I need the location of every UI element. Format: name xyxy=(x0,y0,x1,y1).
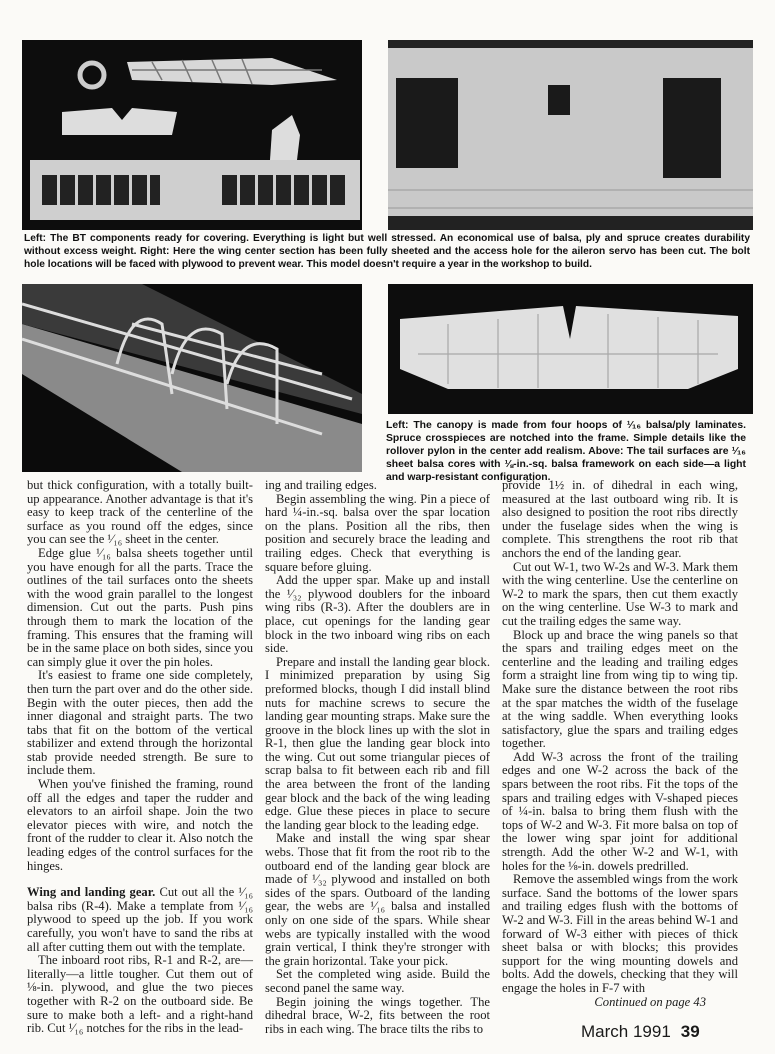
article-column-2 xyxy=(265,479,490,1036)
continued-note: Continued on page 43 xyxy=(594,994,706,1009)
caption-middle: Left: The canopy is made from four hoops of ¹⁄₁₆ balsa/ply laminates. Spruce crosspieces are notched into the frame. Simple details like the rollover pylon in the center add realism. Above: The tail surfaces are ¹⁄₁₆ sheet balsa cores with ⅛-in.-sq. balsa framework on each side—a light and warp-resistant configuration. xyxy=(386,420,746,483)
paragraph: Prepare and install the landing gear block. I minimized preparation by using Sig preformed blocks, though I did install blind nuts for machine screws to secure the landing gear mounting straps. Make sure the groove in the block lines up with the slot in R-1, then glue the landing gear block into the wing. Cut out some triangular pieces of scrap balsa to fit between each rib and fill the area between the front of the landing gear block and the back of the wing leading edge. Glue these pieces in place to secure the landing gear block to the leading edge. xyxy=(265,654,490,832)
paragraph: Block up and brace the wing panels so that the spars and trailing edges meet on the centerline and the leading and trailing edges form a straight line from wing tip to wing tip. Make sure the distance between the root ribs at the spar matches the width of the fuselage at the wing saddle. When everything looks satisfactory, glue the spars and trailing edges together. xyxy=(502,627,738,751)
paragraph: provide 1½ in. of dihedral in each wing, measured at the last outboard wing rib. It is also designed to position the root ribs directly under the fuselage sides when the wing is complete. This strengthens the root rib that anchors the end of the landing gear. xyxy=(502,478,738,560)
photo-bt-components xyxy=(22,40,362,230)
paragraph-text: Cut out all the ¹⁄₁₆ balsa ribs (R-4). Make a template from ¹⁄₁₆ plywood to speed up the job. If you work carefully, you won't have to sand the ribs at all after cutting them out with the template. xyxy=(27,885,253,954)
paragraph: Set the completed wing aside. Build the second panel the same way. xyxy=(265,967,490,995)
paragraph: Begin joining the wings together. The dihedral brace, W-2, fits between the root ribs in each wing. The brace tilts the ribs to xyxy=(265,994,490,1036)
paragraph: When you've finished the framing, round off all the edges and taper the rudder and elevators to an airfoil shape. Join the two elevator pieces with wire, and notch the front of the rudder to clear it. Also notch the leading edges of the control surfaces for the hinges. xyxy=(27,777,253,873)
section-paragraph xyxy=(27,886,253,954)
paragraph: The inboard root ribs, R-1 and R-2, are—literally—a little tougher. Cut them out of ⅛-in. plywood, and glue the two pieces together with R-2 on the outboard side. Be sure to make both a left- and a right-hand rib. Cut ¹⁄₁₆ notches for the ribs in the lead- xyxy=(27,953,253,1036)
paragraph: Add the upper spar. Make up and install the ¹⁄₃₂ plywood doublers for the inboard wing ribs (R-3). After the doublers are in place, cut openings for the landing gear block in the two inboard wing ribs on each side. xyxy=(265,573,490,656)
photo-canopy xyxy=(22,284,362,472)
paragraph: Cut out W-1, two W-2s and W-3. Mark them with the wing centerline. Use the centerline on W-2 to mark the spars, then cut them exactly on the wing centerline. Use W-3 to mark and cut the trailing edges the same way. xyxy=(502,559,738,628)
paragraph: Edge glue ¹⁄₁₆ balsa sheets together until you have enough for all the parts. Trace the outlines of the tail surfaces onto the sheets with the wood grain parallel to the longest dimension. Cut out the parts. Push pins through them to mark the location of the framing. This ensures that the framing will be in the same place on both sides, since you can simply glue it over the pin holes. xyxy=(27,545,253,669)
caption-top: Left: The BT components ready for covering. Everything is light but well stressed. An economical use of balsa, ply and spruce creates durability without excess weight. Right: Here the wing center section has been fully sheeted and the access hole for the aileron servo has been cut. The bolt hole locations will be faced with plywood to prevent wear. This model doesn't require a year in the workshop to build. xyxy=(24,233,750,270)
paragraph: It's easiest to frame one side completely, then turn the part over and do the other side. Begin with the outer pieces, then add the inner diagonal and straight parts. The two tabs that fit on the bottom of the vertical stabilizer and extend through the horizontal stab provide needed strength. Be sure to include them. xyxy=(27,668,253,778)
page-footer xyxy=(581,1022,700,1042)
paragraph: Make and install the wing spar shear webs. Those that fit from the root rib to the outboard end of the landing gear block are made of ¹⁄₃₂ plywood and installed on both sides of the spars. Outboard of the landing gear, the webs are ¹⁄₁₆ balsa and installed only on one side of the spars. While shear webs are typically installed with the wood grain vertical, I think they're stronger with the grain horizontal. Take your pick. xyxy=(265,831,490,968)
article-column-3 xyxy=(502,479,738,1009)
paragraph: Add W-3 across the front of the trailing edges and one W-2 across the back of the spars between the root ribs. Fit the tops of the spars and trailing edges with V-shaped pieces of ¼-in. balsa to bring them flush with the tops of W-2 and W-3. Fit more balsa on top of the lower wing spar joint for additional strength. Add the other W-2 and W-1, with holes for the ⅛-in. dowels predrilled. xyxy=(502,749,738,873)
paragraph: but thick configuration, with a totally built-up appearance. Another advantage is that it's easy to keep track of the centerline of the surface as you round off the edges, since you can see the ¹⁄₁₆ sheet in the center. xyxy=(27,478,253,547)
photo-wing-center-section xyxy=(388,40,753,230)
article-column-1 xyxy=(27,479,253,1036)
photo-tail-surfaces xyxy=(388,284,753,414)
paragraph: ing and trailing edges. xyxy=(265,478,377,492)
paragraph: Remove the assembled wings from the work surface. Sand the bottoms of the lower spars and trailing edges flush with the bottoms of W-2 and W-3. Fill in the areas behind W-1 and forward of W-3 either with pieces of thick sheet balsa or with blocks; this provides support for the wing mounting dowels and bolts. Add the dowels, checking that they will engage the holes in F-7 with xyxy=(502,872,738,995)
issue-date: March 1991 xyxy=(581,1022,671,1041)
page-number: 39 xyxy=(680,1022,700,1041)
section-heading: Wing and landing gear. xyxy=(27,885,156,900)
paragraph: Begin assembling the wing. Pin a piece of hard ¼-in.-sq. balsa over the spar location on the plans. Position all the ribs, then position and securely brace the leading and trailing edges. Check that everything is square before gluing. xyxy=(265,491,490,574)
